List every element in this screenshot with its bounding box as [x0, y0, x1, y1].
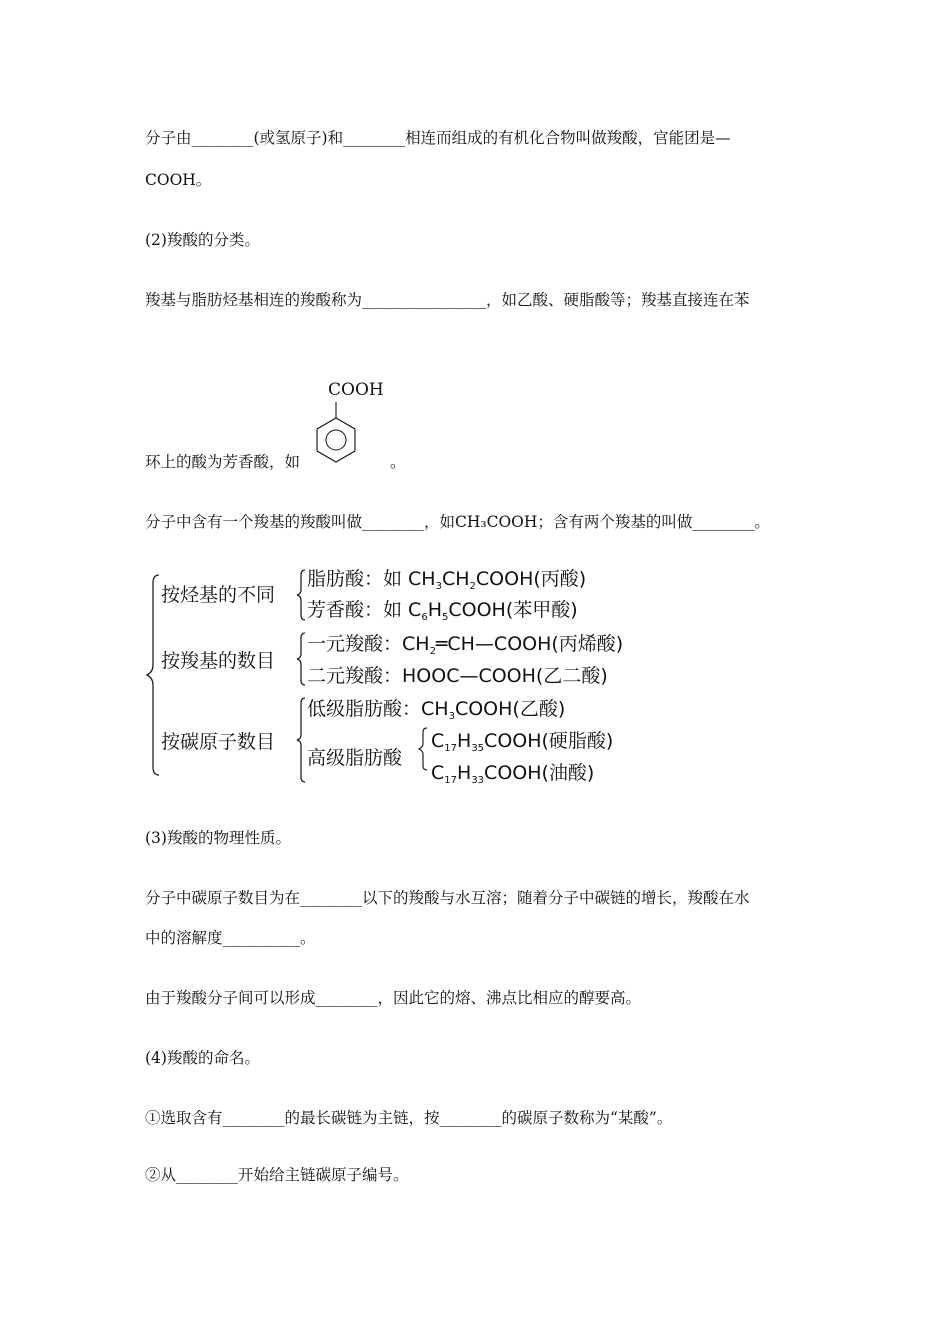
paragraph-solubility: 分子中碳原子数目为在________以下的羧酸与水互溶；随着分子中碳链的增长，羧酸在水 [145, 889, 750, 907]
paragraph-solubility-cont: 中的溶解度__________。 [145, 929, 316, 947]
group-carboxyl-count: 按羧基的数目 [161, 650, 276, 672]
benzoic-cooh-label: COOH [328, 380, 384, 400]
item-monocarboxylic: 一元羧酸：$CH_2═CH—COOH$(丙烯酸) [307, 633, 624, 657]
section-heading-naming: (4)羧酸的命名。 [145, 1049, 260, 1067]
section-heading-classification: (2)羧酸的分类。 [145, 231, 260, 249]
paragraph-definition: 分子由________(或氢原子)和________相连而组成的有机化合物叫做羧酸，官能团是— [145, 129, 731, 147]
paragraph-mono-di: 分子中含有一个羧基的羧酸叫做________，如CH₃COOH；含有两个羧基的叫做________。 [145, 513, 770, 531]
paragraph-hydrogen-bond: 由于羧酸分子间可以形成________，因此它的熔、沸点比相应的醇要高。 [145, 989, 642, 1007]
paragraph-aromatic: 环上的酸为芳香酸，如 [145, 453, 301, 471]
naming-step-2: ②从________开始给主链碳原子编号。 [145, 1166, 409, 1184]
paragraph-aliphatic: 羧基与脂肪烃基相连的羧酸称为________________，如乙酸、硬脂酸等；羧基直接连在苯 [145, 291, 750, 309]
naming-step-1: ①选取含有________的最长碳链为主链，按________的碳原子数称为“某酸”。 [145, 1109, 673, 1127]
benzoic-acid-structure [310, 380, 390, 470]
item-oleic-acid: $C_{17}H_{33}COOH$(油酸) [431, 762, 595, 786]
paragraph-aromatic-end: 。 [390, 453, 406, 471]
section-heading-physical: (3)羧酸的物理性质。 [145, 829, 291, 847]
item-aliphatic-acid: 脂肪酸：如 $CH_3CH_2COOH$(丙酸) [307, 568, 587, 592]
item-lower-fatty-acid: 低级脂肪酸：$CH_3COOH$(乙酸) [307, 698, 566, 722]
group-hydrocarbon: 按烃基的不同 [161, 584, 276, 606]
item-stearic-acid: $C_{17}H_{35}COOH$(硬脂酸) [431, 730, 614, 754]
item-aromatic-acid: 芳香酸：如 $C_6H_5COOH$(苯甲酸) [307, 599, 578, 623]
item-higher-fatty-acid: 高级脂肪酸 [307, 747, 403, 769]
group-carbon-count: 按碳原子数目 [161, 731, 276, 753]
paragraph-definition-cont: COOH。 [145, 171, 212, 189]
item-dicarboxylic: 二元羧酸：HOOC—COOH(乙二酸) [307, 665, 608, 687]
classification-chart [145, 565, 685, 785]
